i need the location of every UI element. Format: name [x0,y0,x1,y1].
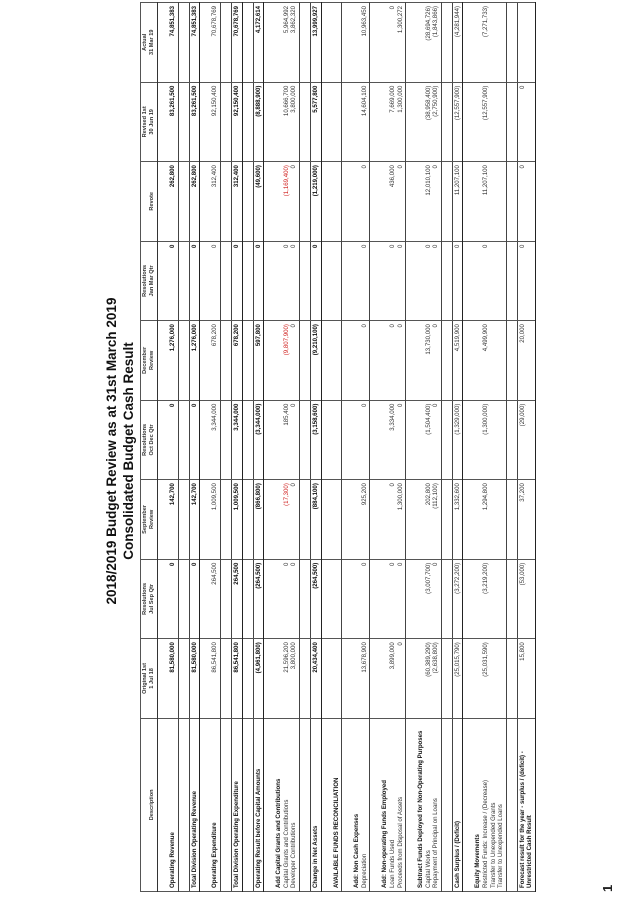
row-operating-expenditure: Operating Expenditure 86,541,800 264,500 1,009,500 3,344,000 678,200 0 312,400 92,150,400 70,678,769 [210,3,220,892]
row-operating-revenue: Operating Revenue 81,580,000 0 142,700 0 1,276,000 0 262,800 83,261,500 74,851,383 [168,3,178,892]
col-header-description: Description [141,718,158,891]
row-non-operating-funds: Add: Non-operating Funds Employed Loan Funds Used Proceeds from Disposal of Assets 3,899,000 0 0 0 0 1,300,000 3,334,000 0 0 0 0 0 436,000 0 7,669,000 1,300,000 0 1,300,272 [380,3,405,892]
col-header-res-jan-mar: Resolutions Jan Mar Qtr [141,241,158,321]
budget-table [140,2,536,892]
report-subtitle: Consolidated Budget Cash Result [121,342,136,560]
page-number: 1 [600,884,615,892]
row-operating-result: Operating Result before Capital Amounts (4,961,800) (264,500) (866,800) (3,344,000) 597,800 0 (49,600) (8,888,900) 4,172,614 [253,3,264,892]
row-total-division-expenditure: Total Division Operating Expenditure 86,541,800 264,500 1,009,500 3,344,000 678,200 0 312,400 92,150,400 70,678,769 [231,3,242,892]
col-header-original: Original 1st 1 Jul 18 [141,639,158,719]
row-equity-movements: Equity Movements Restricted Funds: Increase / (Decrease) Transfer to Unexpended Grants Transfer to Unexpended Loans (25,031,590) (3,219,200) 1,294,800 (1,300,000) 4,499,900 0 11,207,100 (12,557,900) (7,271,733) [473,3,506,892]
row-afr-heading: AVAILABLE FUNDS RECONCILIATION [332,3,342,892]
report-title: 2018/2019 Budget Review as at 31st March 2019 [104,297,119,605]
row-forecast-result: Forecast result for the year - surplus / (deficit) - Unrestricted Cash Result 15,800 (53,000) 37,200 (29,000) 20,000 0 0 0 [517,3,535,892]
col-header-december-review: December Review [141,321,158,401]
row-non-cash-expenses: Add: Non Cash Expenses Depreciation 13,678,900 0 925,200 0 0 0 0 14,604,100 10,963,450 [352,3,370,892]
col-header-actual: Actual 31 Mar 19 [141,3,158,83]
col-header-september-review: September Review [141,480,158,560]
col-header-res-jul-sep: Resolutions Jul Sep Qtr [141,559,158,639]
row-total-division-revenue: Total Division Operating Revenue 81,580,000 0 142,700 0 1,276,000 0 262,800 83,261,500 74,851,383 [189,3,200,892]
col-header-res-oct-dec: Resolutions Oct Dec Qtr [141,400,158,480]
row-cash-surplus: Cash Surplus / (Deficit) (25,015,790) (3,272,200) 1,332,600 (1,329,000) 4,519,900 0 11,207,100 (12,557,900) (4,281,944) [452,3,463,892]
row-subtract-funds: Subtract Funds Deployed for Non-Operating Purposes Capital Works Repayment of Principal on Loans (60,389,290) (2,638,800) (3,007,700) 0 202,800 (112,100) (1,504,400) 0 13,730,000 0 0 0 12,010,100 0 (38,958,400) (2,750,900) (28,694,726) (1,843,866) [416,3,441,892]
header-row [141,3,158,892]
col-header-revised: Revised 1st 30 Jun 19 [141,82,158,162]
col-header-revote: Revote [141,162,158,242]
row-capital-grants: Add Capital Grants and Contributions Capital Grants and Contributions Developer Contributions 21,596,200 3,800,000 0 0 (17,300) 0 185,400 0 (9,807,900) 0 0 0 (1,169,400) 0 10,666,700 3,800,000 5,964,992 3,862,320 [274,3,299,892]
row-change-net-assets: Change in Net Assets 20,434,400 (264,500) (884,100) (3,158,600) (9,210,100) 0 (1,219,000) 5,577,800 13,999,927 [310,3,321,892]
